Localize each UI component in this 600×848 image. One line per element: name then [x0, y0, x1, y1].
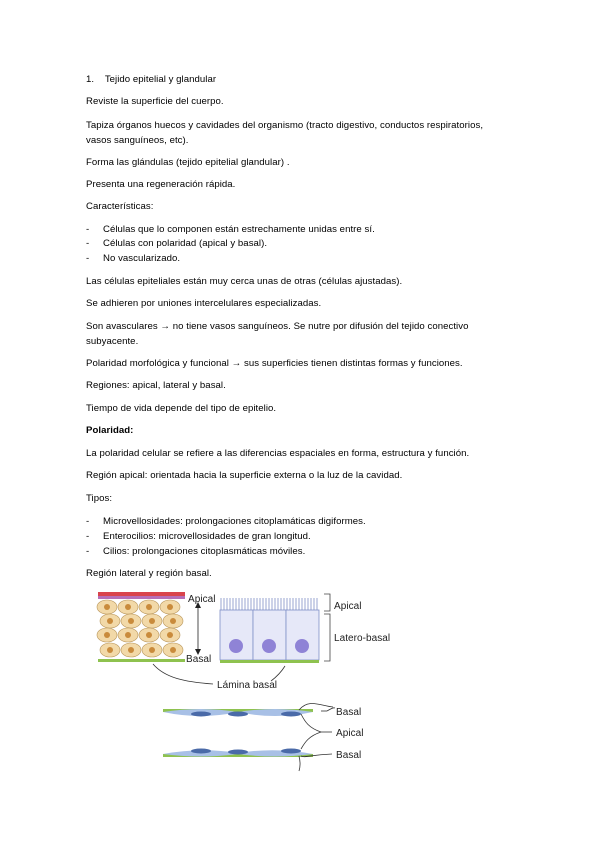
subheading-bold: Polaridad:	[86, 425, 134, 436]
paragraph: Tiempo de vida depende del tipo de epitelio.	[86, 403, 277, 414]
cell-nucleus	[149, 647, 155, 653]
apical-label: Apical	[334, 601, 362, 612]
cell-nucleus	[104, 632, 110, 638]
microvilli	[221, 598, 317, 610]
columnar-epithelium	[220, 594, 390, 663]
basal-label: Basal	[336, 750, 362, 761]
basal-label: Basal	[336, 707, 362, 718]
subheading: Características:	[86, 201, 154, 212]
cell-nucleus	[170, 647, 176, 653]
cell-nucleus	[170, 618, 176, 624]
lamina-basal-label: Lámina basal	[217, 680, 278, 691]
subheading: Tipos:	[86, 493, 113, 504]
simple-squamous-epithelium-top	[163, 709, 313, 717]
basal-lamina	[220, 660, 319, 663]
paragraph: Reviste la superficie del cuerpo.	[86, 96, 224, 107]
apical-label: Apical	[188, 594, 216, 605]
apical-label: Apical	[336, 728, 364, 739]
bullet-dash: -	[86, 238, 90, 249]
paragraph: Las células epiteliales están muy cerca unas de otras (células ajustadas).	[86, 276, 403, 287]
cell-nucleus	[228, 750, 248, 755]
paragraph: Región apical: orientada hacia la superficie externa o la luz de la cavidad.	[86, 470, 403, 481]
paragraph: Regiones: apical, lateral y basal.	[86, 380, 226, 391]
bullet-dash: -	[86, 531, 90, 542]
lamina-pointer	[153, 664, 213, 684]
lamina-pointer	[271, 666, 285, 681]
cell-nucleus	[281, 749, 301, 754]
pointer-line	[301, 714, 321, 732]
latero-basal-bracket	[324, 614, 330, 661]
cell-nucleus	[149, 618, 155, 624]
cell-nucleus	[107, 647, 113, 653]
cell-nucleus	[104, 604, 110, 610]
cell-nucleus	[191, 712, 211, 717]
paragraph: Forma las glándulas (tejido epitelial glandular) .	[86, 157, 290, 168]
cell-nucleus	[128, 647, 134, 653]
cell-nucleus	[167, 632, 173, 638]
simple-squamous-epithelium-bottom	[163, 749, 313, 758]
cell-nucleus	[146, 604, 152, 610]
paragraph: vasos sanguíneos, etc).	[86, 135, 189, 146]
cell-nucleus	[228, 712, 248, 717]
paragraph: subyacente.	[86, 336, 139, 347]
paragraph: Polaridad morfológica y funcional → sus superficies tienen distintas formas y funciones.	[86, 358, 463, 369]
pointer-line	[327, 708, 335, 711]
cell-layers	[97, 600, 183, 657]
heading-title: Tejido epitelial y glandular	[104, 74, 217, 85]
apical-bracket	[324, 594, 330, 611]
latero-basal-label: Latero-basal	[334, 633, 391, 644]
cell-nucleus	[229, 639, 243, 653]
document-page: 1. Tejido epitelial y glandular Reviste la superficie del cuerpo. Tapiza órganos huecos y cavidades del organismo (tracto digestivo, conductos respiratorios, vasos sanguíneos, etc). Forma las glándulas (tejido epitelial glandular) . Presenta una regeneración rápida. Características: - Células que lo componen están estrechamente unidas entre sí. - Células con polaridad (apical y basal). - No vascularizado. Las células epiteliales están muy cerca unas de otras (células ajustadas). Se adhieren por uniones intercelulares especializadas. Son avasculares → no tiene vasos sanguíneos. Se nutre por difusión del tejido conectivo subyacente. Polaridad morfológica y funcional → sus superficies tienen distintas formas y funciones. Regiones: apical, lateral y basal. Tiempo de vida depende del tipo de epitelio. Polaridad: La polaridad celular se refiere a las diferencias espaciales en forma, estructura y función. Región apical: orientada hacia la superficie externa o la luz de la cavidad. Tipos: - Microvellosidades: prolongaciones citoplamáticas digiformes. - Enterocilios: microvellosidades de gran longitud. - Cilios: prolongaciones citoplasmáticas móviles. Región lateral y región basal. Apical Basal Apical Latero-basal Lámina basal Basal Apical Basal	[0, 0, 600, 848]
cell-nucleus	[281, 712, 301, 717]
paragraph: Tapiza órganos huecos y cavidades del organismo (tracto digestivo, conductos respiratorios,	[86, 120, 484, 131]
paragraph: Son avasculares → no tiene vasos sanguíneos. Se nutre por difusión del tejido conectivo	[86, 321, 469, 332]
cell-nucleus	[167, 604, 173, 610]
pointer-line	[299, 756, 300, 771]
paragraph: Región lateral y región basal.	[86, 568, 212, 579]
epithelium-polarity-figure	[95, 588, 395, 778]
bullet-dash: -	[86, 253, 90, 264]
cell-nucleus	[146, 632, 152, 638]
cell-nucleus	[191, 749, 211, 754]
cell-nucleus	[125, 632, 131, 638]
stratified-epithelium	[97, 592, 216, 665]
bullet-dash: -	[86, 546, 90, 557]
pointer-line	[301, 732, 321, 749]
apical-surface-band	[98, 592, 185, 596]
apical-surface-band	[98, 596, 185, 599]
section-heading	[86, 74, 216, 86]
bullet-dash: -	[86, 516, 90, 527]
heading-number: 1.	[86, 74, 95, 85]
bullet-dash: -	[86, 224, 90, 235]
cell-nucleus	[262, 639, 276, 653]
cell-nucleus	[295, 639, 309, 653]
paragraph: La polaridad celular se refiere a las diferencias espaciales en forma, estructura y función.	[86, 448, 470, 459]
basal-lamina	[98, 659, 185, 662]
paragraph: Presenta una regeneración rápida.	[86, 179, 236, 190]
paragraph: Se adhieren por uniones intercelulares especializadas.	[86, 298, 322, 309]
cell-nucleus	[125, 604, 131, 610]
cell-nucleus	[107, 618, 113, 624]
basal-label: Basal	[186, 654, 212, 665]
cell-nucleus	[128, 618, 134, 624]
